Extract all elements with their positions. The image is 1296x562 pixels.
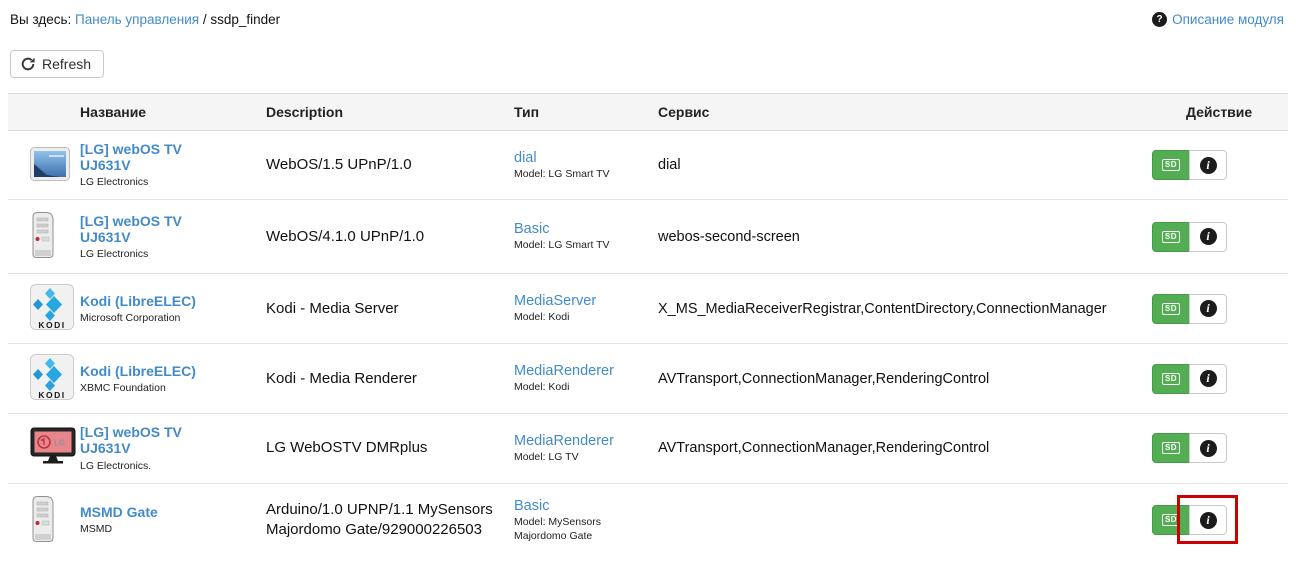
device-name-link[interactable]: [LG] webOS TV UJ631V: [80, 141, 182, 174]
device-manufacturer: Microsoft Corporation: [80, 311, 181, 324]
sd-badge-icon: SD: [1162, 514, 1180, 526]
kodi-icon: [30, 354, 74, 403]
device-model: Model: MySensors Majordomo Gate: [514, 515, 601, 542]
device-service: dial: [658, 157, 681, 174]
action-button-group: [1152, 294, 1227, 324]
device-service: webos-second-screen: [650, 200, 1144, 274]
device-name-link[interactable]: MSMD Gate: [80, 504, 158, 521]
info-button[interactable]: [1189, 222, 1227, 252]
sd-button[interactable]: [1152, 222, 1190, 252]
kodi-icon: [30, 284, 74, 333]
breadcrumb-prefix: Вы здесь:: [10, 12, 72, 27]
device-type-link[interactable]: Basic: [514, 497, 550, 514]
column-header-description: Description: [258, 94, 506, 131]
device-type-link[interactable]: MediaRenderer: [514, 363, 614, 380]
tv-photo-icon: [30, 147, 70, 184]
breadcrumb-current: ssdp_finder: [210, 12, 281, 27]
device-model: Model: LG Smart TV: [514, 167, 610, 180]
refresh-label: Refresh: [42, 56, 92, 72]
device-type-link[interactable]: Basic: [514, 221, 550, 238]
info-circle-icon: i: [1200, 228, 1217, 245]
device-name-link[interactable]: [LG] webOS TV UJ631V: [80, 424, 182, 457]
sd-button[interactable]: [1152, 294, 1190, 324]
sd-button[interactable]: [1152, 505, 1190, 535]
sd-badge-icon: SD: [1162, 231, 1180, 243]
sd-button[interactable]: [1152, 364, 1190, 394]
sd-badge-icon: SD: [1162, 373, 1180, 385]
device-service: AVTransport,ConnectionManager,RenderingControl: [650, 414, 1144, 483]
device-description: WebOS/4.1.0 UPnP/1.0: [258, 200, 506, 274]
info-circle-icon: i: [1200, 512, 1217, 529]
device-service: AVTransport,ConnectionManager,RenderingControl: [650, 344, 1144, 414]
question-circle-icon: ?: [1152, 12, 1167, 27]
device-type-link[interactable]: MediaRenderer: [514, 433, 614, 450]
sd-button[interactable]: [1152, 433, 1190, 463]
info-circle-icon: i: [1200, 370, 1217, 387]
column-header-service: Сервис: [650, 94, 1144, 131]
refresh-icon: [21, 57, 35, 71]
device-name-link[interactable]: [LG] webOS TV UJ631V: [80, 212, 182, 245]
column-header-icon: [8, 94, 72, 131]
sd-button[interactable]: [1152, 150, 1190, 180]
module-description-link[interactable]: [1152, 12, 1284, 27]
device-manufacturer: LG Electronics: [80, 176, 149, 189]
svg-text:LG: LG: [54, 438, 66, 448]
breadcrumb-link-control-panel[interactable]: Панель управления: [75, 12, 200, 27]
action-button-group: [1152, 433, 1227, 463]
computer-tower-icon: [30, 494, 56, 547]
table-row: [8, 483, 1288, 557]
device-manufacturer: XBMC Foundation: [80, 381, 166, 394]
breadcrumb: [10, 12, 280, 27]
module-description-label: Описание модуля: [1172, 12, 1284, 27]
device-type-link[interactable]: MediaServer: [514, 293, 597, 310]
table-row: [8, 200, 1288, 274]
info-circle-icon: i: [1200, 440, 1217, 457]
device-name-link[interactable]: Kodi (LibreELEC): [80, 292, 196, 309]
table-row: [8, 414, 1288, 483]
device-description: WebOS/1.5 UPnP/1.0: [266, 156, 412, 174]
info-circle-icon: i: [1200, 157, 1217, 174]
sd-badge-icon: SD: [1162, 442, 1180, 454]
info-button[interactable]: [1189, 364, 1227, 394]
table-row: [8, 131, 1288, 200]
device-manufacturer: LG Electronics.: [80, 459, 152, 472]
svg-text:KODI: KODI: [38, 320, 66, 331]
device-manufacturer: MSMD: [80, 523, 113, 536]
device-description: Arduino/1.0 UPNP/1.1 MySensors Majordomo Gate/929000226503: [258, 483, 506, 557]
device-name-link[interactable]: Kodi (LibreELEC): [80, 362, 196, 379]
table-row: [8, 274, 1288, 344]
svg-text:KODI: KODI: [38, 390, 66, 401]
device-model: Model: LG Smart TV: [514, 239, 610, 252]
device-service: [650, 483, 1144, 557]
device-manufacturer: LG Electronics: [80, 247, 149, 260]
devices-table: [8, 93, 1288, 557]
info-button[interactable]: [1189, 433, 1227, 463]
device-model: Model: Kodi: [514, 311, 570, 324]
info-button[interactable]: [1189, 294, 1227, 324]
action-button-group: [1152, 505, 1227, 535]
device-description: Kodi - Media Renderer: [258, 344, 506, 414]
refresh-button[interactable]: [10, 50, 104, 78]
breadcrumb-separator: /: [202, 12, 207, 27]
device-service: X_MS_MediaReceiverRegistrar,ContentDirectory,ConnectionManager: [650, 274, 1144, 344]
action-button-group: [1152, 364, 1227, 394]
column-header-name: Название: [72, 94, 258, 131]
sd-badge-icon: SD: [1162, 303, 1180, 315]
info-button-highlighted[interactable]: [1189, 505, 1227, 535]
device-type-link[interactable]: dial: [514, 149, 537, 166]
action-button-group: [1152, 222, 1227, 252]
device-description: Kodi - Media Server: [258, 274, 506, 344]
table-row: [8, 344, 1288, 414]
column-header-type: Тип: [506, 94, 650, 131]
lg-tv-icon: [30, 427, 76, 470]
sd-badge-icon: SD: [1162, 159, 1180, 171]
device-description: LG WebOSTV DMRplus: [258, 414, 506, 483]
info-button[interactable]: [1189, 150, 1227, 180]
column-header-action: Действие: [1144, 94, 1288, 131]
device-model: Model: Kodi: [514, 381, 570, 394]
action-button-group: [1152, 150, 1227, 180]
computer-tower-icon: [30, 210, 56, 263]
top-bar: [0, 0, 1296, 27]
table-header-row: [8, 94, 1288, 131]
device-model: Model: LG TV: [514, 451, 579, 464]
info-circle-icon: i: [1200, 300, 1217, 317]
